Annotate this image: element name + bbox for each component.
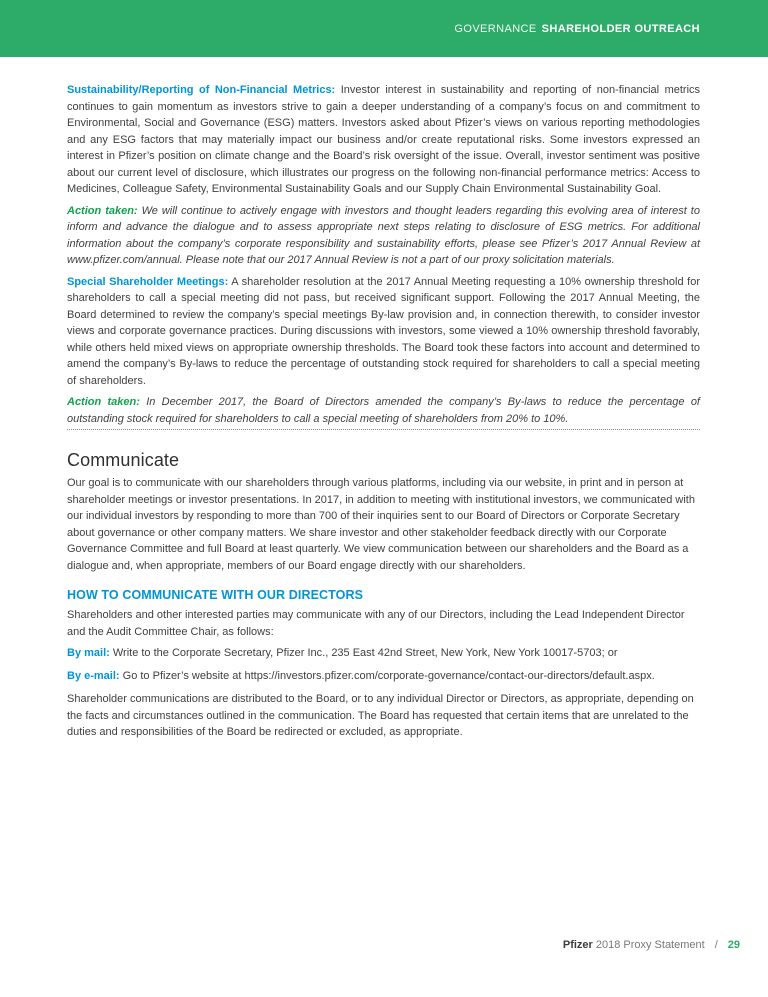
action-taken-text-2: In December 2017, the Board of Directors amended the company’s By-laws to reduce the percentage of outstanding stock required for shareholders to call a special meeting of shareholders from 20% to 10%. — [67, 396, 700, 425]
sustainability-paragraph — [67, 82, 700, 198]
footer-page-number: 29 — [727, 939, 740, 951]
communicate-heading: Communicate — [67, 450, 180, 470]
footer-document-title: 2018 Proxy Statement — [595, 939, 705, 951]
by-mail-lead: By mail: — [67, 647, 110, 659]
how-to-intro-paragraph: Shareholders and other interested parties may communicate with any of our Directors, including the Lead Independent Director and the Audit Committee Chair, as follows: — [67, 609, 685, 638]
by-email-paragraph — [67, 668, 700, 685]
header-section-label: GOVERNANCE — [454, 22, 537, 35]
how-to-communicate-heading: HOW TO COMMUNICATE WITH OUR DIRECTORS — [67, 588, 364, 602]
special-meetings-paragraph — [67, 274, 700, 390]
page-header-banner — [0, 0, 768, 57]
by-email-text: Go to Pfizer’s website at https://investors.pfizer.com/corporate-governance/contact-our-directors/default.aspx. — [122, 669, 655, 682]
communicate-paragraph: Our goal is to communicate with our shareholders through various platforms, including via our website, in print and in person at shareholder meetings or investor presentations. In 2017, in addition to meeting with institutional investors, we communicated with our individual investors by responding to more than 700 of their inquiries sent to our Board of Directors or Corporate Secretary about governance or other company matters. We share investor and other stakeholder feedback directly with our Corporate Governance Committee and full Board at least quarterly. We view communication between our shareholders and the Board as a dialogue and, when appropriate, members of our Board engage directly with our shareholders. — [67, 477, 695, 572]
footer-brand: Pfizer — [562, 939, 593, 951]
by-email-lead: By e-mail: — [67, 669, 120, 682]
sustainability-lead: Sustainability/Reporting of Non-Financial Metrics: — [67, 84, 336, 96]
footer-separator: / — [714, 939, 718, 951]
header-subsection-label: SHAREHOLDER OUTREACH — [541, 22, 700, 35]
special-meetings-text: A shareholder resolution at the 2017 Annual Meeting requesting a 10% ownership threshold for shareholders to call a special meeting did not pass, but received significant support. Following the 2017 Annual Meeting, the Board determined to review the company’s special meetings By-law provision and, in connection therewith, to consider investor views and corporate governance practices. During discussions with investors, some viewed a 10% ownership threshold favorably, while others held mixed views on appropriate ownership thresholds. The Board took these factors into account and determined to amend the company’s By-laws to reduce the percentage of outstanding stock required for shareholders to call a special meeting of shareholders. — [67, 275, 701, 387]
by-mail-paragraph — [67, 645, 700, 662]
special-meetings-lead: Special Shareholder Meetings: — [67, 275, 229, 288]
by-mail-text: Write to the Corporate Secretary, Pfizer Inc., 235 East 42nd Street, New York, New York 10017-5703; or — [112, 647, 618, 659]
sustainability-text: Investor interest in sustainability and reporting of non-financial metrics continues to gain momentum as investors strive to gain a deeper understanding of a company’s focus on and commitment to Environmental, Social and Governance (ESG) matters. Investors asked about Pfizer’s views on various reporting methodologies and any ESG factors that may materially impact our business and/or create reputational risks. Some investors expressed an interest in Pfizer’s position on climate change and the Board’s risk oversight of the issue. Overall, investor sentiment was positive about our current level of disclosure, which illustrates our progress on the following non-financial performance metrics: Access to Medicines, Colleague Safety, Environmental Sustainability Goals and our Supply Chain Environmental Sustainability Goal. — [67, 84, 701, 195]
action-taken-lead-1: Action taken: — [67, 204, 138, 217]
dotted-divider — [67, 429, 700, 430]
closing-paragraph: Shareholder communications are distributed to the Board, or to any individual Director or Directors, as appropriate, depending on the facts and circumstances outlined in the communication. The Board has requested that certain items that are unrelated to the duties and responsibilities of the Board be redirected or excluded, as appropriate. — [67, 693, 694, 738]
action-taken-paragraph-2 — [67, 394, 700, 427]
page-footer — [563, 938, 740, 952]
page-content — [67, 57, 700, 741]
action-taken-paragraph-1 — [67, 203, 700, 269]
action-taken-text-1: We will continue to actively engage with investors and thought leaders regarding this evolving area of interest to inform and advance the dialogue and to assess appropriate next steps relating to disclosure of ESG metrics. For additional information about the company’s corporate responsibility and sustainability efforts, please see Pfizer’s 2017 Annual Review at www.pfizer.com/annual. Please note that our 2017 Annual Review is not a part of our proxy solicitation materials. — [67, 204, 700, 266]
action-taken-lead-2: Action taken: — [67, 396, 140, 408]
